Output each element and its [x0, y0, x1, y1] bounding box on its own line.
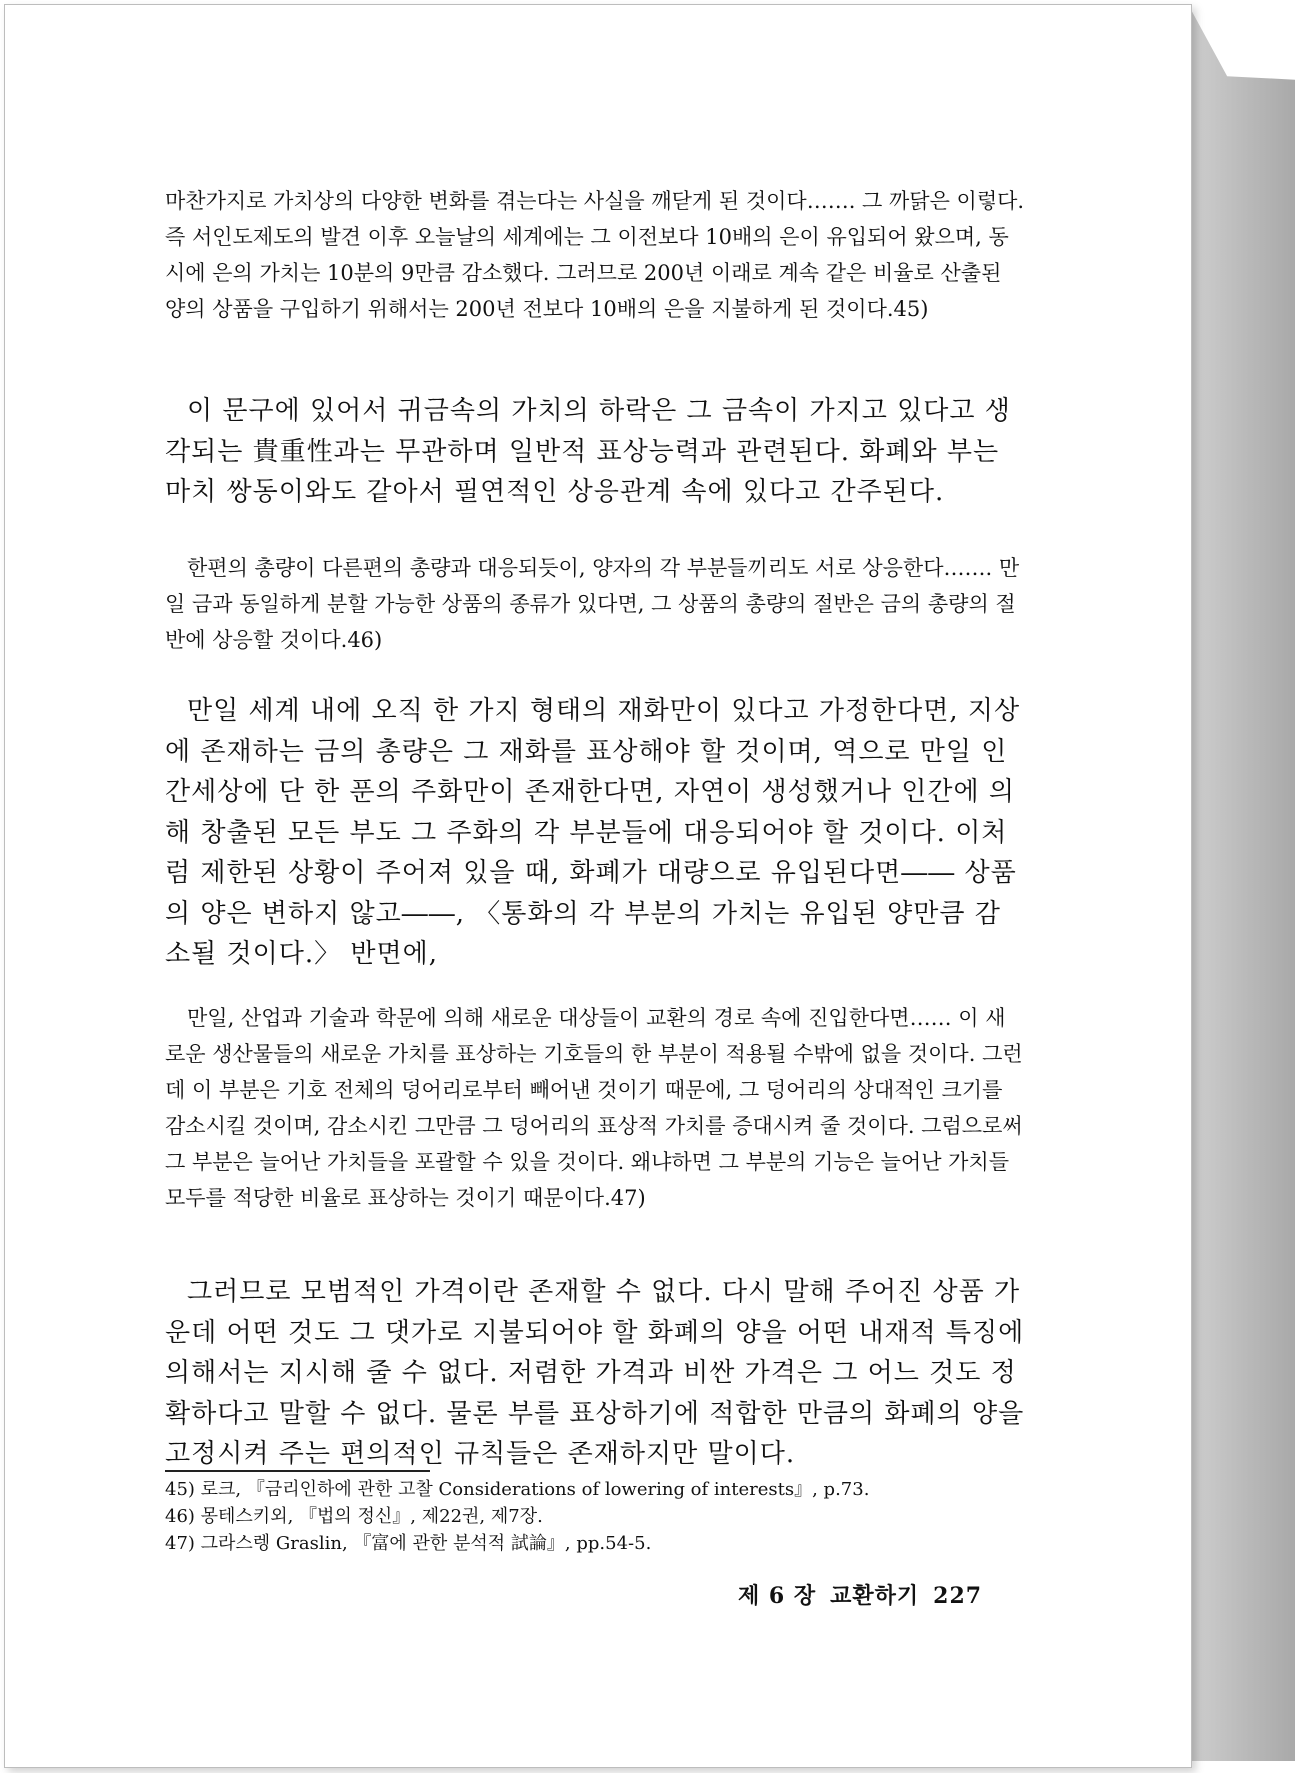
chapter-number: 제 6 장	[738, 1583, 817, 1609]
body-paragraph-2-block	[165, 691, 1025, 975]
footnote-46: 46) 몽테스키외, 『법의 정신』, 제22권, 제7장.	[165, 1506, 543, 1527]
page-stack-shadow	[1189, 6, 1295, 1761]
quote-block-3	[165, 1000, 1025, 1216]
footnote-divider	[165, 1470, 430, 1472]
running-footer	[738, 1579, 996, 1610]
chapter-title: 교환하기	[830, 1583, 920, 1609]
book-page	[4, 4, 1192, 1768]
quote-block-1	[165, 183, 1025, 327]
page-number: 227	[933, 1583, 983, 1609]
footnote-45: 45) 로크, 『금리인하에 관한 고찰 Considerations of lowering of interests』, p.73.	[165, 1479, 870, 1500]
body-paragraph-3: 그러므로 모범적인 가격이란 존재할 수 없다. 다시 말해 주어진 상품 가운데 어떤 것도 그 댓가로 지불되어야 할 화폐의 양을 어떤 내재적 특징에 의해서는 지시해 줄 수 없다. 저렴한 가격과 비싼 가격은 그 어느 것도 정확하다고 말할 수 없다. 물론 부를 표상하기에 적합한 만큼의 화폐의 양을 고정시켜 주는 편의적인 규칙들은 존재하지만 말이다.	[165, 1277, 1025, 1469]
quote-paragraph-3: 만일, 산업과 기술과 학문에 의해 새로운 대상들이 교환의 경로 속에 진입한다면…… 이 새로운 생산물들의 새로운 가치를 표상하는 기호들의 한 부분이 적용될 수밖에 없을 것이다. 그런데 이 부분은 기호 전체의 덩어리로부터 빼어낸 것이기 때문에, 그 덩어리의 상대적인 크기를 감소시킬 것이며, 감소시킨 그만큼 그 덩어리의 표상적 가치를 증대시켜 줄 것이다. 그럼으로써 그 부분은 늘어난 가치들을 포괄할 수 있을 것이다. 왜냐하면 그 부분의 기능은 늘어난 가치들 모두를 적당한 비율로 표상하는 것이기 때문이다.47)	[165, 1006, 1023, 1210]
quote-paragraph-2: 한편의 총량이 다른편의 총량과 대응되듯이, 양자의 각 부분들끼리도 서로 상응한다……. 만일 금과 동일하게 분할 가능한 상품의 종류가 있다면, 그 상품의 총량의 절반은 금의 총량의 절반에 상응할 것이다.46)	[165, 556, 1020, 652]
body-paragraph-2: 만일 세계 내에 오직 한 가지 형태의 재화만이 있다고 가정한다면, 지상에 존재하는 금의 총량은 그 재화를 표상해야 할 것이며, 역으로 만일 인간세상에 단 한 푼의 주화만이 존재한다면, 자연이 생성했거나 인간에 의해 창출된 모든 부도 그 주화의 각 부분들에 대응되어야 할 것이다. 이처럼 제한된 상황이 주어져 있을 때, 화폐가 대량으로 유입된다면―― 상품의 양은 변하지 않고――, 〈통화의 각 부분의 가치는 유입된 양만큼 감소될 것이다.〉 반면에,	[165, 696, 1021, 969]
footnotes	[165, 1476, 1025, 1557]
body-paragraph-3-block	[165, 1272, 1025, 1475]
quote-paragraph-1: 마찬가지로 가치상의 다양한 변화를 겪는다는 사실을 깨닫게 된 것이다……. 그 까닭은 이렇다. 즉 서인도제도의 발견 이후 오늘날의 세계에는 그 이전보다 10배의 은이 유입되어 왔으며, 동시에 은의 가치는 10분의 9만큼 감소했다. 그러므로 200년 이래로 계속 같은 비율로 산출된 양의 상품을 구입하기 위해서는 200년 전보다 10배의 은을 지불하게 된 것이다.45)	[165, 189, 1025, 321]
footnote-47: 47) 그라스렝 Graslin, 『富에 관한 분석적 試論』, pp.54-5.	[165, 1533, 652, 1554]
body-paragraph-1: 이 문구에 있어서 귀금속의 가치의 하락은 그 금속이 가지고 있다고 생각되는 貴重性과는 무관하며 일반적 표상능력과 관련된다. 화폐와 부는 마치 쌍동이와도 같아서 필연적인 상응관계 속에 있다고 간주된다.	[165, 396, 1011, 507]
body-paragraph-1-block	[165, 391, 1025, 513]
quote-block-2	[165, 550, 1025, 658]
